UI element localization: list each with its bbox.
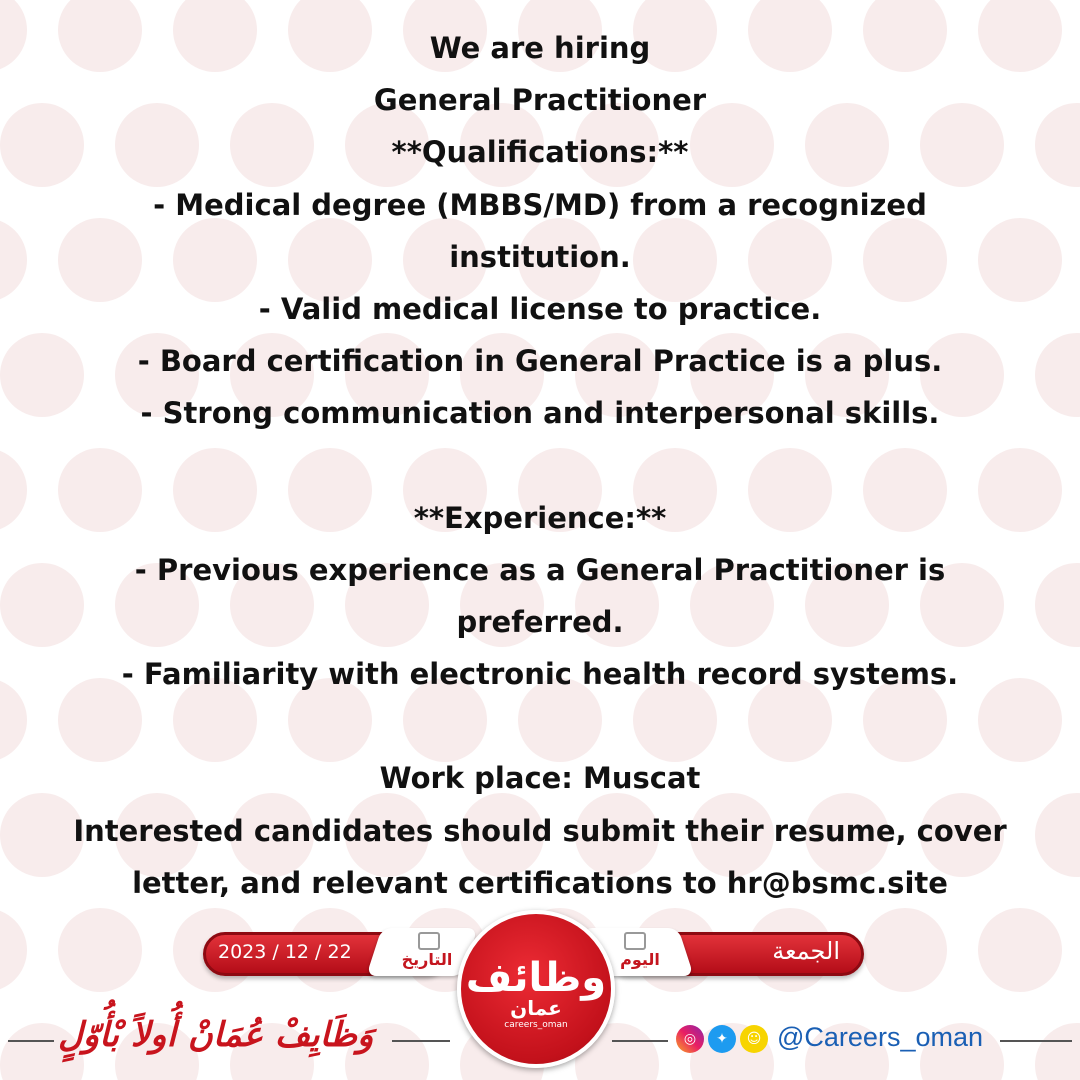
- blank-line: [0, 700, 1080, 752]
- day-label: اليوم: [620, 950, 660, 969]
- qualification-item: - Valid medical license to practice.: [258, 292, 822, 327]
- logo-handle: careers_oman: [504, 1020, 568, 1030]
- headline: We are hiring: [429, 31, 651, 65]
- experience-heading: **Experience:**: [413, 500, 667, 535]
- logo-text: وظائف: [465, 955, 607, 1001]
- calendar-icon: [418, 932, 440, 950]
- date-label: التاريخ: [401, 950, 453, 969]
- job-post-text: [0, 22, 1080, 909]
- qualifications-heading: **Qualifications:**: [391, 135, 689, 170]
- experience-item: - Previous experience as a General Practitioner is preferred.: [134, 552, 946, 640]
- day-value: الجمعة: [772, 937, 840, 965]
- divider-line: [612, 1040, 668, 1042]
- twitter-icon[interactable]: ✦: [708, 1025, 736, 1053]
- slogan: وَظَايِفْ عُمَانْ أُولاً بْأُوّلٍ: [58, 1015, 374, 1055]
- divider-line: [1000, 1040, 1072, 1042]
- application-instructions: Interested candidates should submit their resume, cover letter, and relevant certifications to hr@bsmc.site: [73, 813, 1007, 900]
- divider-line: [8, 1040, 54, 1042]
- experience-item: - Familiarity with electronic health record systems.: [121, 657, 959, 692]
- job-title: General Practitioner: [373, 83, 707, 118]
- date-value: 2023 / 12 / 22: [218, 941, 352, 963]
- social-handle[interactable]: @Careers_oman: [777, 1022, 983, 1052]
- qualification-item: - Board certification in General Practice is a plus.: [137, 344, 943, 379]
- logo-subtext: عمان: [510, 996, 562, 1020]
- qualification-item: - Medical degree (MBBS/MD) from a recognized institution.: [153, 187, 927, 274]
- blank-line: [0, 440, 1080, 492]
- work-place: Work place: Muscat: [379, 761, 701, 796]
- calendar-icon: [624, 932, 646, 950]
- divider-line: [392, 1040, 450, 1042]
- snapchat-icon[interactable]: ☺: [740, 1025, 768, 1053]
- qualification-item: - Strong communication and interpersonal skills.: [140, 396, 940, 431]
- instagram-icon[interactable]: ◎: [676, 1025, 704, 1053]
